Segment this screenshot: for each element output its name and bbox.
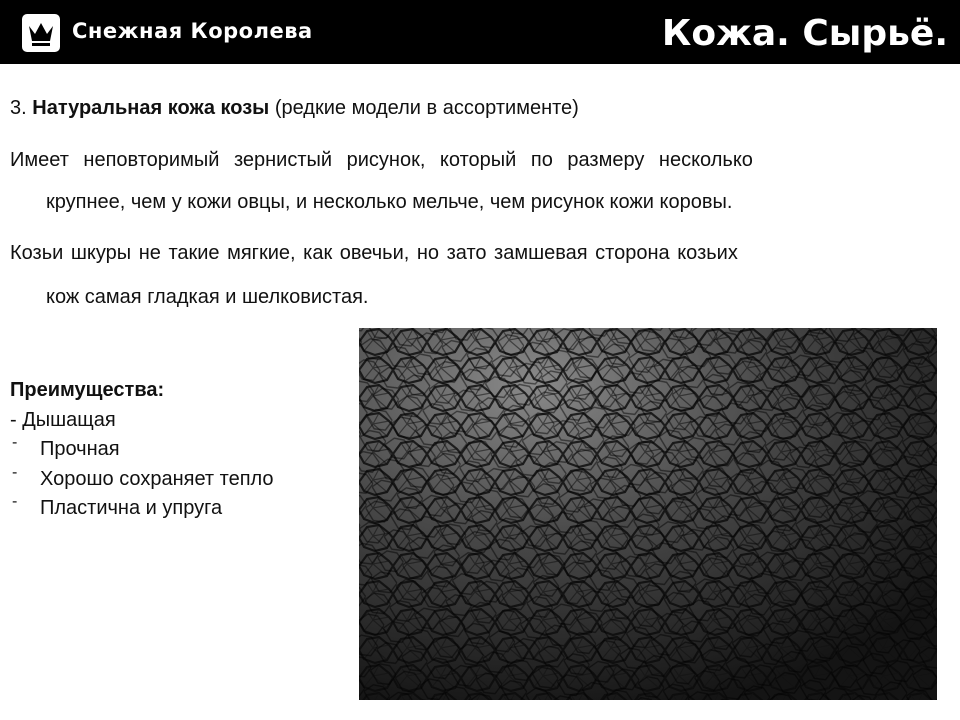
advantage-label: Хорошо сохраняет тепло	[40, 468, 274, 490]
section-title: Натуральная кожа козы	[32, 97, 270, 119]
dash-marker: -	[12, 434, 18, 451]
leather-texture-photo	[359, 328, 937, 700]
paragraph-2-line-1: Козьи шкуры не такие мягкие, как овечьи, но зато замшевая сторона козьих	[10, 242, 738, 264]
dash-marker: -	[12, 464, 18, 481]
advantage-label: Пластична и упруга	[40, 497, 223, 519]
brand-name: Снежная Королева	[72, 19, 313, 43]
slide-title: Кожа. Сырьё.	[661, 13, 948, 54]
advantages-title: Преимущества:	[10, 379, 165, 401]
section-note: (редкие модели в ассортименте)	[274, 97, 579, 119]
dash-marker: -	[12, 493, 18, 510]
paragraph-2-line-2: кож самая гладкая и шелковистая.	[46, 286, 369, 308]
advantage-label: Прочная	[40, 438, 120, 460]
crown-icon	[22, 14, 60, 52]
paragraph-1-line-1: Имеет неповторимый зернистый рисунок, который по размеру несколько	[10, 149, 753, 171]
section-number: 3.	[10, 97, 27, 119]
header-bar	[0, 0, 960, 64]
section-heading	[10, 96, 579, 120]
paragraph-1-line-2: крупнее, чем у кожи овцы, и несколько мельче, чем рисунок кожи коровы.	[46, 191, 733, 213]
advantage-item-breathable: - Дышащая	[10, 409, 116, 431]
